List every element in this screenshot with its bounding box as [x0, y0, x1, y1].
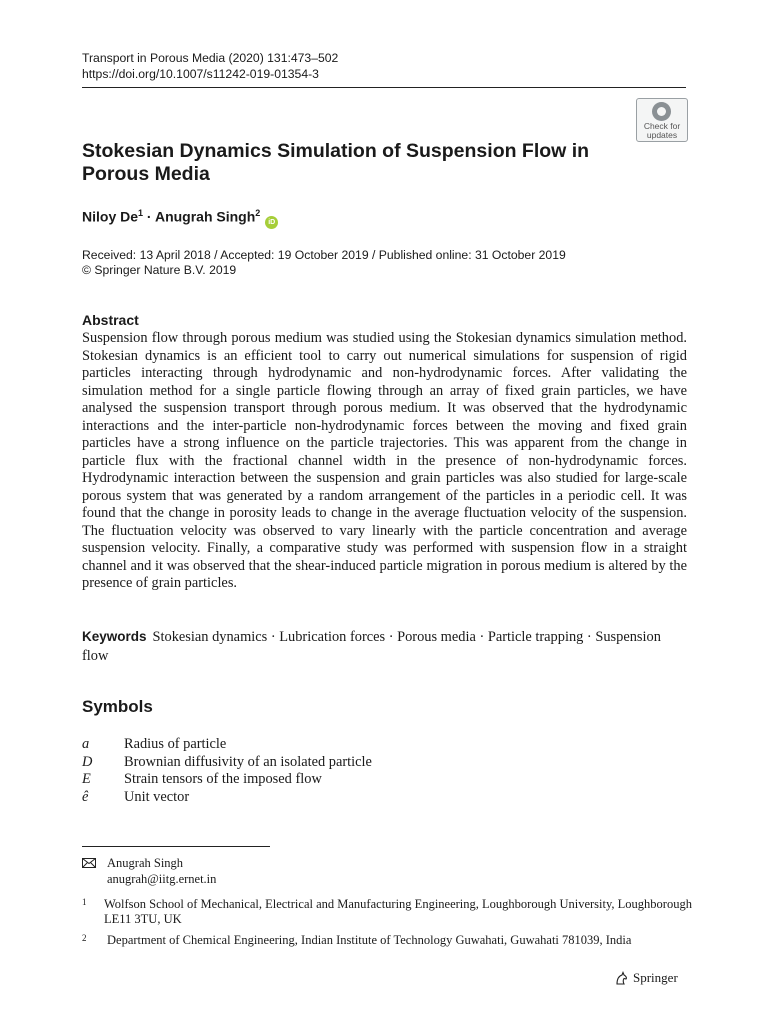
keywords — [82, 628, 687, 665]
symbol-description: Brownian diffusivity of an isolated particle — [124, 753, 372, 770]
affiliation-text: Department of Chemical Engineering, Indian Institute of Technology Guwahati, Guwahati 781039, India — [107, 933, 632, 947]
date-history: Received: 13 April 2018 / Accepted: 19 October 2019 / Published online: 31 October 2019 — [82, 248, 566, 262]
affiliation-text: Wolfson School of Mechanical, Electrical and Manufacturing Engineering, Loughborough University, Loughborough LE11 3TU, UK — [103, 897, 692, 926]
symbol: a — [82, 736, 90, 752]
author-name[interactable]: Anugrah Singh — [154, 208, 256, 225]
crossmark-line1: Check for — [643, 121, 681, 131]
symbols-list — [82, 736, 372, 806]
symbols-heading: Symbols — [82, 697, 153, 716]
author-affil-sup: 1 — [138, 208, 144, 218]
copyright-line: © Springer Nature B.V. 2019 — [82, 263, 237, 277]
author-name[interactable]: Niloy De — [82, 208, 139, 225]
affiliation — [82, 897, 692, 927]
author-list — [82, 208, 278, 229]
check-for-updates-badge[interactable] — [636, 98, 688, 142]
publisher-logo — [614, 970, 678, 986]
orcid-icon[interactable]: iD — [265, 216, 278, 229]
symbol-description: Radius of particle — [124, 736, 227, 752]
paper-title: Stokesian Dynamics Simulation of Suspension Flow in Porous Media — [82, 140, 590, 185]
author-affil-sup: 2 — [255, 208, 261, 218]
publisher-name: Springer — [633, 970, 678, 985]
contact-name: Anugrah Singh — [107, 856, 184, 870]
symbol: ê — [82, 788, 89, 805]
crossmark-icon — [652, 102, 671, 121]
publication-dates — [82, 248, 566, 278]
affiliation — [82, 933, 692, 948]
header-divider — [82, 87, 686, 88]
contact-email[interactable]: anugrah@iitg.ernet.in — [107, 872, 217, 886]
corresponding-author — [82, 855, 216, 887]
symbol-description: Unit vector — [124, 788, 190, 805]
doi-link[interactable]: https://doi.org/10.1007/s11242-019-01354-3 — [82, 67, 319, 81]
springer-horse-icon — [614, 971, 629, 986]
symbol: D — [82, 753, 93, 770]
symbol-row — [82, 754, 372, 772]
keywords-list: Stokesian dynamics · Lubrication forces · Porous media · Particle trapping · Suspension flow — [82, 629, 661, 664]
footnote-divider — [82, 846, 270, 847]
symbol-row — [82, 789, 372, 807]
author-separator: · — [143, 208, 155, 225]
keywords-heading: Keywords — [82, 629, 147, 644]
symbol-row — [82, 736, 372, 754]
journal-citation: Transport in Porous Media (2020) 131:473–502 — [82, 51, 339, 65]
envelope-icon — [82, 855, 107, 871]
crossmark-line2: updates — [646, 130, 678, 140]
symbol-row — [82, 771, 372, 789]
journal-header — [82, 50, 338, 82]
affiliation-number: 2 — [82, 933, 87, 943]
abstract-heading: Abstract — [82, 312, 139, 328]
abstract-text: Suspension flow through porous medium was studied using the Stokesian dynamics simulation method. Stokesian dynamics is an efficient tool to carry out numerical simulations for suspension of rigid particles interacting through hydrodynamic and non-hydrodynamic forces. After validating the simulation method for a single particle flowing through an array of fixed grain particles, we have analysed the suspension transport through porous medium. It was observed that the hydrodynamic interactions and the inter-particle non-hydrodynamic forces between the moving and fixed grain particles have a strong influence on the particle trajectories. This was apparent from the change in particle flux with the fractional channel width in the presence of non-hydrodynamic forces. Hydrodynamic interaction between the suspension and grain particles was also studied for large-scale porous system that was generated by a random arrangement of the particles in a periodic cell. It was found that the change in porosity leads to change in the average fluctuation velocity of the suspension. The fluctuation velocity was observed to vary linearly with the particle concentration and average suspension velocity. Finally, a comparative study was performed with suspension flow in a straight channel and it was observed that the shear-induced particle migration in porous medium is altered by the presence of grain particles. — [82, 330, 687, 591]
symbol-description: Strain tensors of the imposed flow — [124, 771, 322, 787]
symbol: E — [82, 771, 91, 787]
affiliation-number: 1 — [82, 897, 87, 907]
